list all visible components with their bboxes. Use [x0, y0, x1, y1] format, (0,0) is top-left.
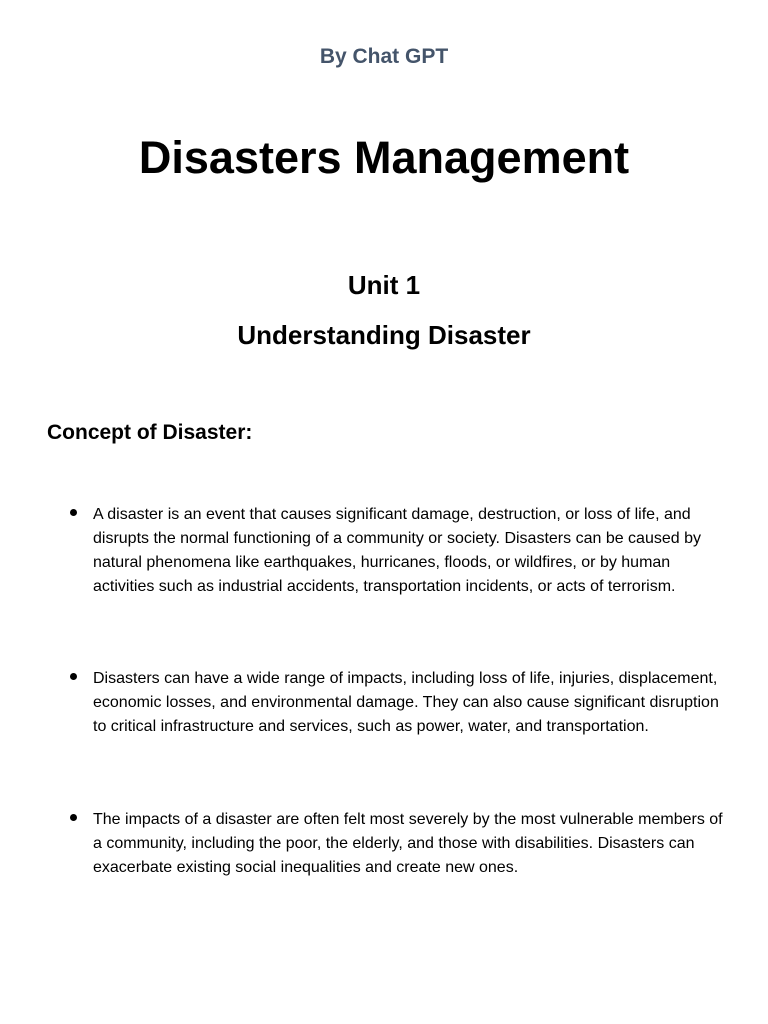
document-title: Disasters Management: [138, 132, 630, 183]
author-line: By Chat GPT: [319, 45, 449, 68]
unit-label: Unit 1: [347, 270, 421, 300]
bullet-text: The impacts of a disaster are often felt most severely by the most vulnerable members of a community, including the poor, the elderly, and those with disabilities. Disasters can exacerbate existing social inequalities and create new ones.: [93, 811, 723, 876]
unit-title: Understanding Disaster: [237, 320, 531, 350]
bullet-text: Disasters can have a wide range of impacts, including loss of life, injuries, displacement, economic losses, and environmental damage. They can also cause significant disruption to critical infrastructure and services, such as power, water, and transportation.: [93, 670, 719, 735]
bullet-icon: [70, 814, 77, 821]
bullet-text: A disaster is an event that causes significant damage, destruction, or loss of life, and disrupts the normal functioning of a community or society. Disasters can be caused by natural phenomena like earthquakes, hurricanes, floods, or wildfires, or by human activities such as industrial accidents, transportation incidents, or acts of terrorism.: [93, 506, 701, 595]
bullet-icon: [70, 673, 77, 680]
section-heading: Concept of Disaster:: [47, 421, 253, 444]
bullet-icon: [70, 509, 77, 516]
